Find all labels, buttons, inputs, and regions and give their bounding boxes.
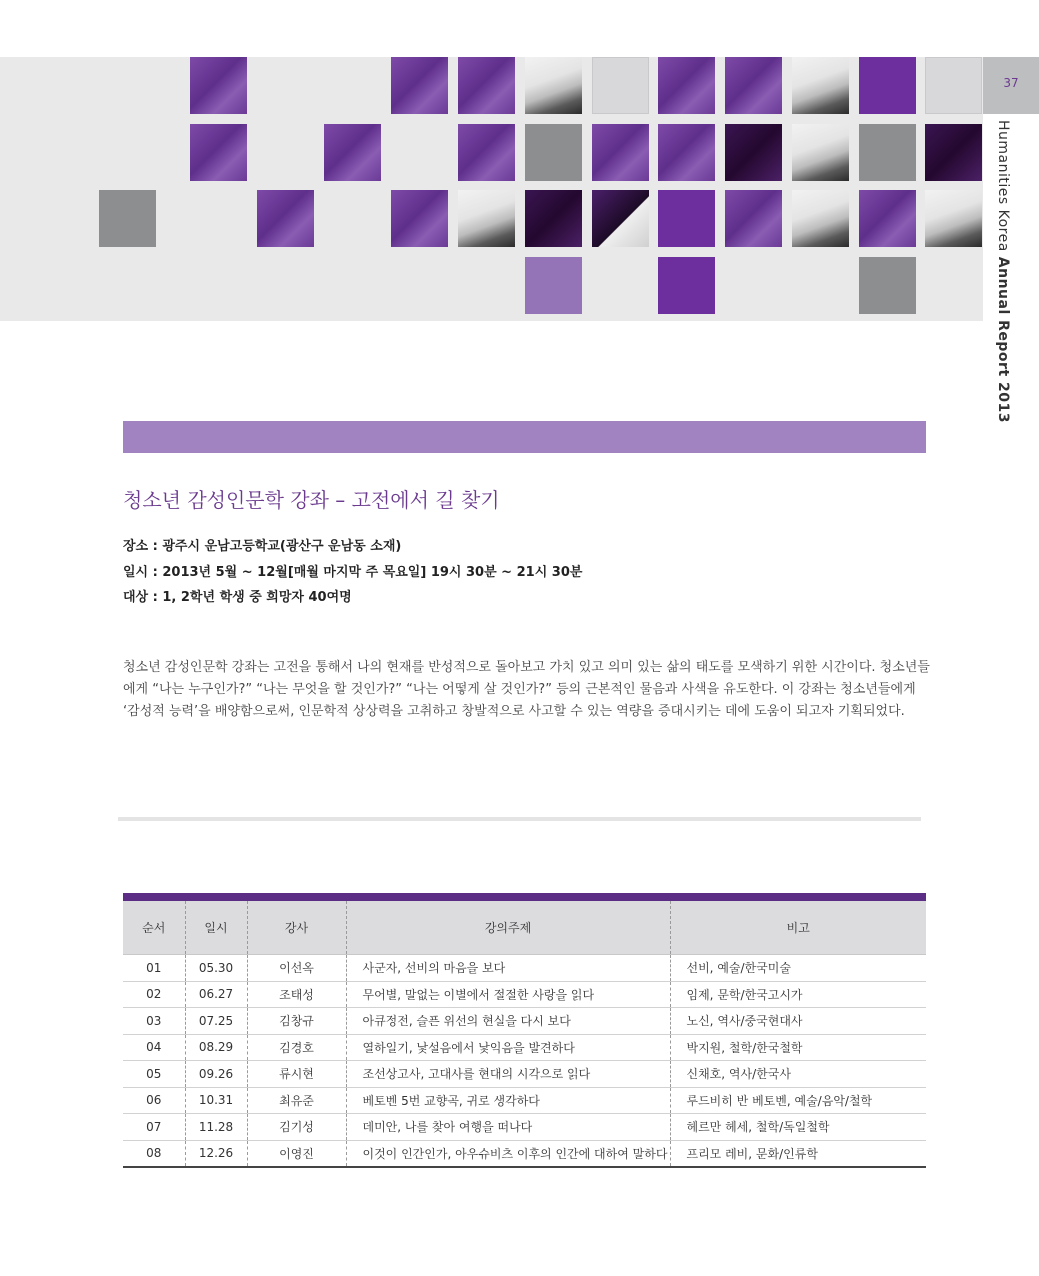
cell-note: 신채호, 역사/한국사 xyxy=(670,1061,926,1088)
mosaic-tile xyxy=(391,57,448,114)
mosaic-tile xyxy=(525,190,582,247)
mosaic-tile xyxy=(658,124,715,181)
table-row xyxy=(123,981,926,1008)
mosaic-tile xyxy=(190,57,247,114)
cell-date: 09.26 xyxy=(185,1061,247,1088)
cell-lecturer: 이영진 xyxy=(247,1140,346,1167)
cell-order: 06 xyxy=(123,1087,185,1114)
cell-note: 임제, 문학/한국고시가 xyxy=(670,981,926,1008)
header-order: 순서 xyxy=(123,901,185,955)
mosaic-tile xyxy=(458,57,515,114)
info-location: 장소 : 광주시 운남고등학교(광산구 운남동 소재) xyxy=(123,539,402,554)
table-row xyxy=(123,955,926,982)
cell-order: 07 xyxy=(123,1114,185,1141)
mosaic-tile xyxy=(725,190,782,247)
mosaic-tile xyxy=(859,124,916,181)
cell-date: 10.31 xyxy=(185,1087,247,1114)
cell-note: 프리모 레비, 문화/인류학 xyxy=(670,1140,926,1167)
info-schedule: 일시 : 2013년 5월 ~ 12월[매월 마지막 주 목요일] 19시 30분 ~ 21시 30분 xyxy=(123,565,583,580)
table-top-bar xyxy=(123,893,926,901)
header-lecturer: 강사 xyxy=(247,901,346,955)
cell-topic: 베토벤 5번 교향곡, 귀로 생각하다 xyxy=(346,1087,670,1114)
cell-date: 07.25 xyxy=(185,1008,247,1035)
mosaic-tile xyxy=(792,124,849,181)
table-row xyxy=(123,1087,926,1114)
cell-order: 01 xyxy=(123,955,185,982)
mosaic-tile xyxy=(190,124,247,181)
cell-topic: 데미안, 나를 찾아 여행을 떠나다 xyxy=(346,1114,670,1141)
cell-note: 루드비히 반 베토벤, 예술/음악/철학 xyxy=(670,1087,926,1114)
table-row xyxy=(123,1061,926,1088)
running-title-bold: Annual Report 2013 xyxy=(995,256,1011,423)
article-title: 청소년 감성인문학 강좌 – 고전에서 길 찾기 xyxy=(123,488,500,512)
table-row xyxy=(123,1114,926,1141)
mosaic-tile xyxy=(99,190,156,247)
cell-lecturer: 조태성 xyxy=(247,981,346,1008)
running-title-light: Humanities Korea xyxy=(995,120,1011,257)
lecture-table xyxy=(123,901,926,1168)
section-band xyxy=(123,421,926,453)
mosaic-tile xyxy=(792,190,849,247)
cell-lecturer: 김경호 xyxy=(247,1034,346,1061)
cell-topic: 아큐정전, 슬픈 위선의 현실을 다시 보다 xyxy=(346,1008,670,1035)
cell-order: 02 xyxy=(123,981,185,1008)
table-header-row xyxy=(123,901,926,955)
header-date: 일시 xyxy=(185,901,247,955)
mosaic-tile xyxy=(658,257,715,314)
mosaic-tile xyxy=(925,190,982,247)
cell-date: 11.28 xyxy=(185,1114,247,1141)
cell-order: 04 xyxy=(123,1034,185,1061)
cell-date: 08.29 xyxy=(185,1034,247,1061)
header-topic: 강의주제 xyxy=(346,901,670,955)
mosaic-tile xyxy=(592,57,649,114)
mosaic-tile xyxy=(458,124,515,181)
cell-date: 06.27 xyxy=(185,981,247,1008)
cell-date: 12.26 xyxy=(185,1140,247,1167)
mosaic-tile xyxy=(658,190,715,247)
mosaic-tile xyxy=(792,57,849,114)
cell-topic: 열하일기, 낯설음에서 낯익음을 발견하다 xyxy=(346,1034,670,1061)
mosaic-tile xyxy=(257,190,314,247)
cell-note: 헤르만 헤세, 철학/독일철학 xyxy=(670,1114,926,1141)
table-row xyxy=(123,1034,926,1061)
table-row xyxy=(123,1008,926,1035)
cell-topic: 이것이 인간인가, 아우슈비츠 이후의 인간에 대하여 말하다 xyxy=(346,1140,670,1167)
mosaic-tile xyxy=(592,124,649,181)
mosaic-tile xyxy=(925,57,982,114)
table-row xyxy=(123,1140,926,1167)
mosaic-tile xyxy=(859,57,916,114)
cell-order: 05 xyxy=(123,1061,185,1088)
mosaic-tile xyxy=(525,57,582,114)
mosaic-tile xyxy=(725,57,782,114)
mosaic-tile xyxy=(859,257,916,314)
page-number: 37 xyxy=(1003,76,1019,90)
mosaic-tile xyxy=(458,190,515,247)
cell-note: 박지원, 철학/한국철학 xyxy=(670,1034,926,1061)
info-audience: 대상 : 1, 2학년 학생 중 희망자 40여명 xyxy=(123,590,352,605)
cell-lecturer: 김창규 xyxy=(247,1008,346,1035)
mosaic-header xyxy=(0,57,983,321)
mosaic-tile xyxy=(658,57,715,114)
mosaic-tile xyxy=(391,190,448,247)
cell-order: 03 xyxy=(123,1008,185,1035)
mosaic-tile xyxy=(859,190,916,247)
cell-lecturer: 최유준 xyxy=(247,1087,346,1114)
mosaic-tile xyxy=(525,257,582,314)
cell-topic: 조선상고사, 고대사를 현대의 시각으로 읽다 xyxy=(346,1061,670,1088)
article-description: 청소년 감성인문학 강좌는 고전을 통해서 나의 현재를 반성적으로 돌아보고 가치 있고 의미 있는 삶의 태도를 모색하기 위한 시간이다. 청소년들에게 “나는 누구인가?” “나는 무엇을 할 것인가?” “나는 어떻게 살 것인가?” 등의 근본적인 물음과 사색을 유도한다. 이 강좌는 청소년들에게 ‘감성적 능력’을 배양함으로써, 인문학적 상상력을 고취하고 창발적으로 사고할 수 있는 역량을 증대시키는 데에 도움이 되고자 기획되었다. xyxy=(123,660,930,719)
cell-lecturer: 김기성 xyxy=(247,1114,346,1141)
cell-lecturer: 이선옥 xyxy=(247,955,346,982)
cell-note: 노신, 역사/중국현대사 xyxy=(670,1008,926,1035)
running-title xyxy=(995,120,1011,423)
mosaic-tile xyxy=(592,190,649,247)
mosaic-tile xyxy=(525,124,582,181)
cell-note: 선비, 예술/한국미술 xyxy=(670,955,926,982)
mosaic-tile xyxy=(725,124,782,181)
section-divider xyxy=(118,817,921,821)
cell-order: 08 xyxy=(123,1140,185,1167)
mosaic-tile xyxy=(925,124,982,181)
mosaic-tile xyxy=(324,124,381,181)
cell-lecturer: 류시현 xyxy=(247,1061,346,1088)
cell-topic: 사군자, 선비의 마음을 보다 xyxy=(346,955,670,982)
header-note: 비고 xyxy=(670,901,926,955)
cell-topic: 무어별, 말없는 이별에서 절절한 사랑을 읽다 xyxy=(346,981,670,1008)
cell-date: 05.30 xyxy=(185,955,247,982)
